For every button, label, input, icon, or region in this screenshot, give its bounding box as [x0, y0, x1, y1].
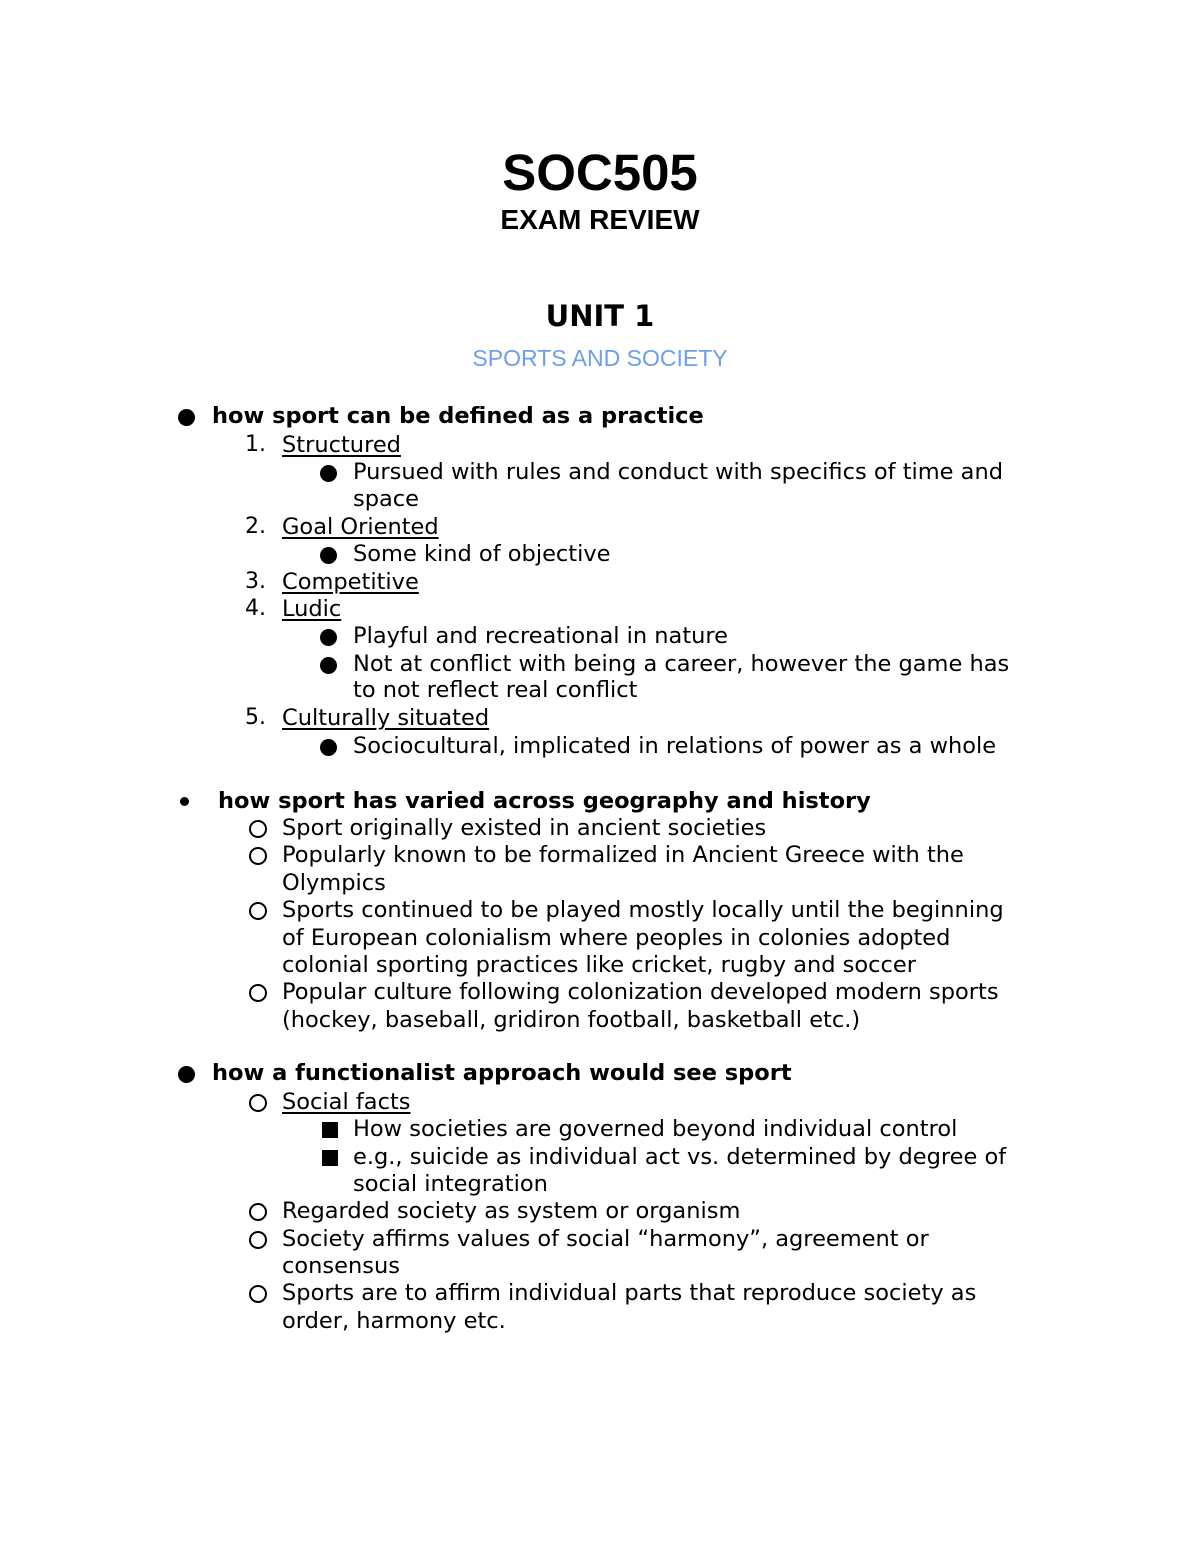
list-item-culturally-situated: Culturally situated — [282, 705, 490, 731]
list-point-continued: space — [353, 486, 420, 512]
list-item-social-facts: Social facts — [282, 1089, 411, 1115]
bullet-disc-icon — [320, 657, 337, 674]
list-point: Not at conflict with being a career, however the game has — [353, 651, 1010, 677]
bullet-disc-icon — [178, 409, 195, 426]
list-item: Popularly known to be formalized in Ancient Greece with the — [282, 842, 964, 868]
list-item: Sport originally existed in ancient societies — [282, 815, 767, 841]
list-item: Society affirms values of social “harmony”, agreement or — [282, 1226, 929, 1252]
list-point: Playful and recreational in nature — [353, 623, 729, 649]
bullet-square-icon — [322, 1150, 338, 1166]
bullet-disc-icon — [178, 1066, 195, 1083]
list-item: Sports continued to be played mostly locally until the beginning — [282, 897, 1004, 923]
list-point-continued: to not reflect real conflict — [353, 677, 638, 703]
bullet-circle-icon — [249, 1285, 267, 1303]
document-title: SOC505 — [502, 144, 698, 201]
list-subitem-continued: social integration — [353, 1171, 548, 1197]
list-item-continued: (hockey, baseball, gridiron football, basketball etc.) — [282, 1007, 861, 1033]
list-number: 3. — [245, 569, 266, 594]
list-item: Regarded society as system or organism — [282, 1198, 741, 1224]
unit-subtitle: SPORTS AND SOCIETY — [472, 345, 728, 371]
bullet-circle-icon — [249, 1203, 267, 1221]
bullet-circle-icon — [249, 820, 267, 838]
list-number: 2. — [245, 514, 266, 539]
list-subitem: How societies are governed beyond individual control — [353, 1116, 958, 1142]
list-subitem: e.g., suicide as individual act vs. determined by degree of — [353, 1144, 1007, 1170]
bullet-disc-icon — [320, 739, 337, 756]
list-item-structured: Structured — [282, 432, 401, 458]
unit-title: UNIT 1 — [545, 299, 655, 333]
document-subtitle: EXAM REVIEW — [500, 204, 700, 235]
list-number: 5. — [245, 705, 266, 730]
list-item: Popular culture following colonization developed modern sports — [282, 979, 999, 1005]
list-number: 1. — [245, 432, 266, 457]
bullet-disc-icon — [180, 797, 189, 806]
section-heading-geography-history: how sport has varied across geography and history — [218, 788, 871, 814]
list-number: 4. — [245, 596, 266, 621]
bullet-disc-icon — [320, 465, 337, 482]
list-item-competitive: Competitive — [282, 569, 419, 595]
bullet-circle-icon — [249, 902, 267, 920]
bullet-disc-icon — [320, 629, 337, 646]
section-heading-practice: how sport can be defined as a practice — [212, 403, 704, 429]
bullet-disc-icon — [320, 547, 337, 564]
list-item-continued: colonial sporting practices like cricket, rugby and soccer — [282, 952, 917, 978]
list-item-continued: of European colonialism where peoples in colonies adopted — [282, 925, 951, 951]
bullet-square-icon — [322, 1122, 338, 1138]
list-point: Sociocultural, implicated in relations of power as a whole — [353, 733, 997, 759]
list-item-continued: consensus — [282, 1253, 400, 1279]
list-point: Some kind of objective — [353, 541, 611, 567]
list-item-ludic: Ludic — [282, 596, 342, 622]
list-item: Sports are to affirm individual parts that reproduce society as — [282, 1280, 977, 1306]
list-point: Pursued with rules and conduct with specifics of time and — [353, 459, 1004, 485]
bullet-circle-icon — [249, 1231, 267, 1249]
section-heading-functionalist: how a functionalist approach would see sport — [212, 1060, 792, 1086]
bullet-circle-icon — [249, 847, 267, 865]
bullet-circle-icon — [249, 1094, 267, 1112]
list-item-continued: order, harmony etc. — [282, 1308, 506, 1334]
list-item-goal-oriented: Goal Oriented — [282, 514, 439, 540]
bullet-circle-icon — [249, 984, 267, 1002]
list-item-continued: Olympics — [282, 870, 386, 896]
